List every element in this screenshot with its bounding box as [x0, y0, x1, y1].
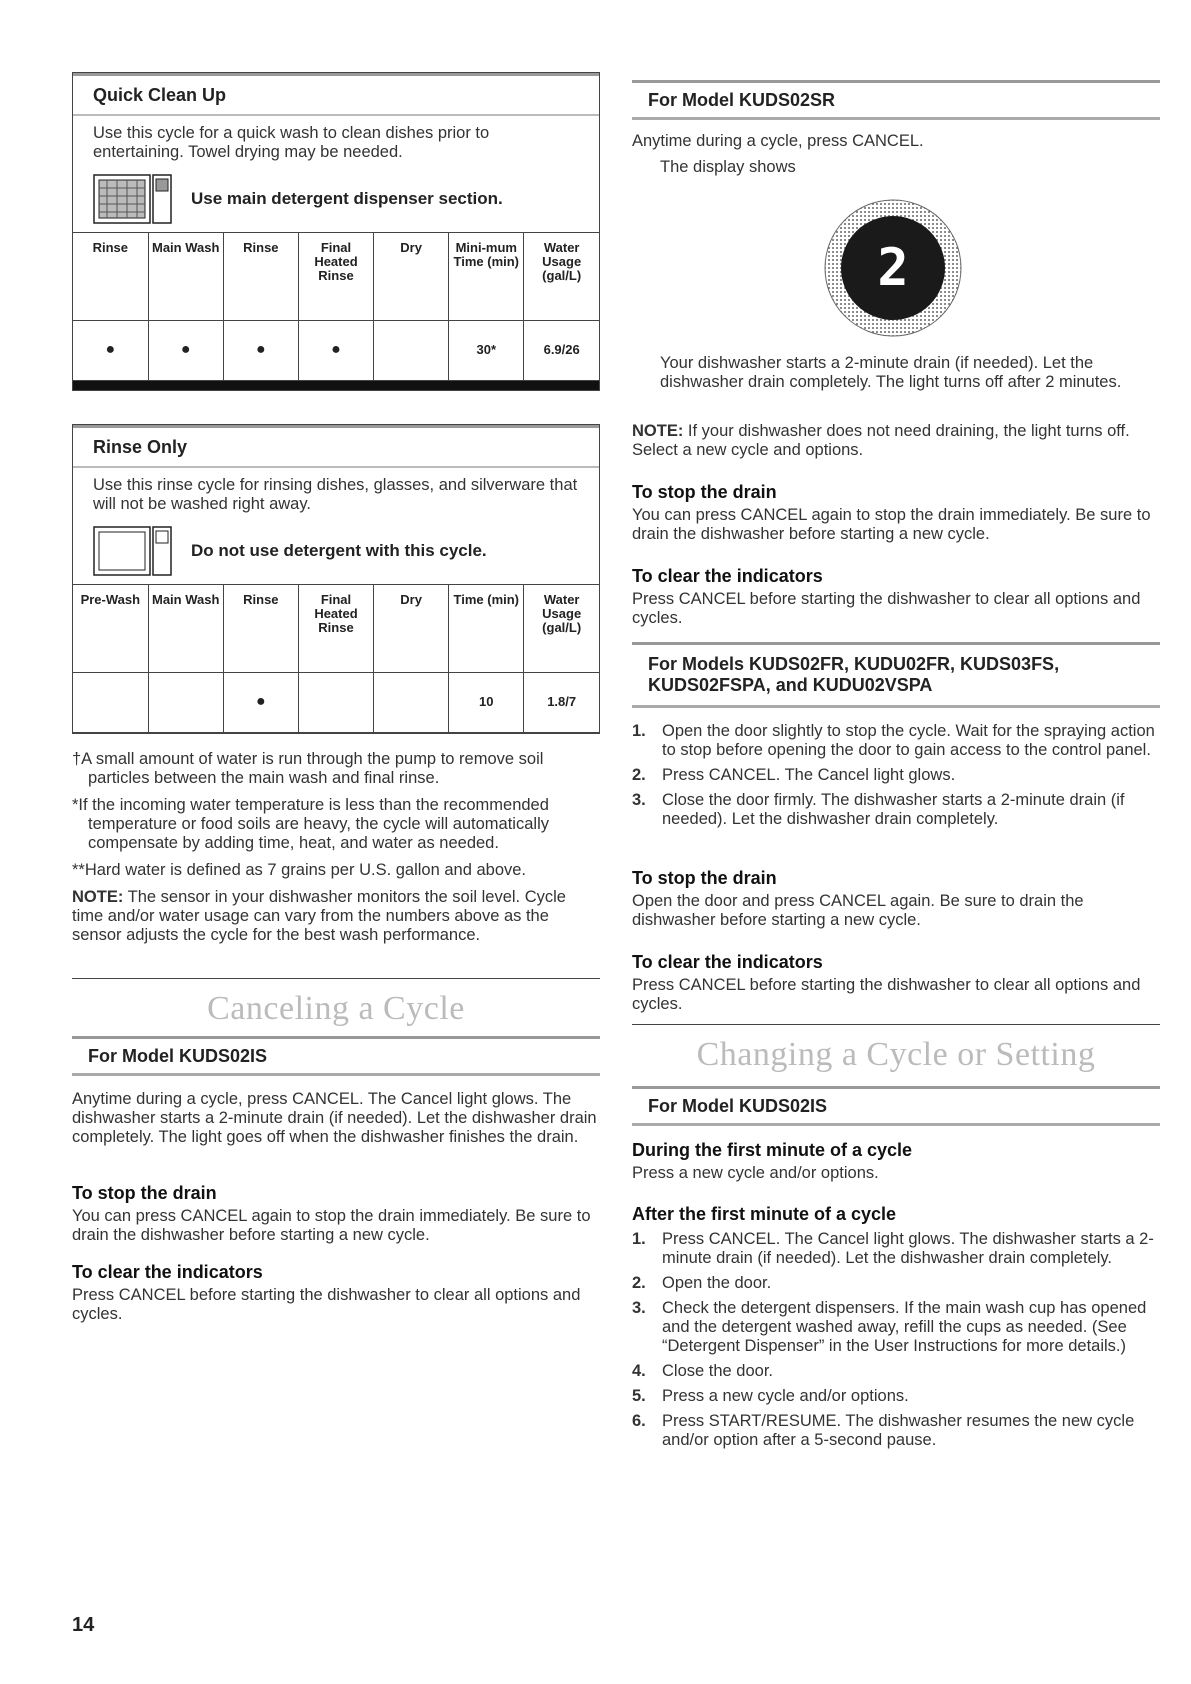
- footnote-note: [72, 888, 600, 945]
- step-text: Close the door firmly. The dishwasher starts a 2-minute drain (if needed). Let the dishwasher drain completely.: [662, 791, 1125, 828]
- table-cell: 6.9/26: [524, 321, 599, 381]
- multi-steps-list: [632, 722, 1160, 835]
- table-cell: ●: [223, 673, 298, 733]
- step-text: Open the door slightly to stop the cycle. Wait for the spraying action to stop before opening the door to gain access to the control panel.: [662, 722, 1155, 759]
- step-text: Close the door.: [662, 1362, 773, 1380]
- quick-clean-table: [73, 232, 599, 381]
- kuds02sr-stop-text: You can press CANCEL again to stop the drain immediately. Be sure to drain the dishwasher before starting a new cycle.: [632, 506, 1151, 543]
- table-cell: [374, 673, 449, 733]
- table-cell: 30*: [449, 321, 524, 381]
- quick-clean-box: [72, 72, 600, 391]
- display-digit: 2: [877, 238, 909, 298]
- step-text: Check the detergent dispensers. If the main wash cup has opened and the detergent washed away, refill the cups as needed. (See “Detergent Dispenser” in the User Instructions for more details.): [662, 1299, 1147, 1355]
- note-label: NOTE:: [632, 422, 684, 440]
- rinse-only-description: Use this rinse cycle for rinsing dishes, glasses, and silverware that will not be washed right away.: [93, 476, 578, 513]
- table-header: Pre-Wash: [73, 585, 148, 673]
- first-minute-text: Press a new cycle and/or options.: [632, 1164, 879, 1182]
- table-cell: [73, 673, 148, 733]
- detergent-dispenser-full-icon: [93, 174, 173, 224]
- list-item: [632, 1387, 1160, 1406]
- section-divider: [72, 978, 600, 979]
- list-item: [632, 791, 1160, 829]
- table-cell: 10: [449, 673, 524, 733]
- footnotes: [72, 750, 600, 953]
- canceling-section-title: Canceling a Cycle: [207, 990, 465, 1027]
- step-number: 3.: [632, 1299, 646, 1317]
- step-number: 5.: [632, 1387, 646, 1405]
- multi-clear-text: Press CANCEL before starting the dishwasher to clear all options and cycles.: [632, 976, 1141, 1013]
- table-header: Main Wash: [148, 585, 223, 673]
- step-number: 2.: [632, 1274, 646, 1292]
- changing-steps-list: [632, 1230, 1160, 1456]
- note-text: The sensor in your dishwasher monitors the soil level. Cycle time and/or water usage can vary from the numbers above as the sensor adjusts the cycle for the best wash performance.: [72, 888, 566, 944]
- footnote-double-star: **Hard water is defined as 7 grains per U.S. gallon and above.: [72, 861, 527, 879]
- list-item: [632, 1299, 1160, 1356]
- step-text: Press CANCEL. The Cancel light glows. The dishwasher starts a 2-minute drain (if needed). Let the dishwasher drain completely.: [662, 1230, 1154, 1267]
- table-cell: ●: [223, 321, 298, 381]
- list-item: [632, 1230, 1160, 1268]
- quick-clean-description: Use this cycle for a quick wash to clean dishes prior to entertaining. Towel drying may be needed.: [93, 124, 490, 161]
- list-item: [632, 1274, 1160, 1293]
- changing-section-title: Changing a Cycle or Setting: [696, 1036, 1096, 1073]
- table-cell: [298, 673, 373, 733]
- kuds02sr-note: [632, 422, 1160, 460]
- table-cell: ●: [298, 321, 373, 381]
- table-header: Rinse: [223, 585, 298, 673]
- footnote-star: *If the incoming water temperature is less than the recommended temperature or food soils are heavy, the cycle will automatically compensate by adding time, heat, and water as needed.: [72, 796, 549, 852]
- table-header: Final Heated Rinse: [298, 233, 373, 321]
- step-number: 4.: [632, 1362, 646, 1380]
- step-number: 3.: [632, 791, 646, 809]
- rinse-only-box: [72, 424, 600, 734]
- table-header: Rinse: [223, 233, 298, 321]
- multi-stop-text: Open the door and press CANCEL again. Be sure to drain the dishwasher before starting a new cycle.: [632, 892, 1084, 929]
- section-divider: [632, 1024, 1160, 1025]
- detergent-dispenser-empty-icon: [93, 526, 173, 576]
- kuds02is-clear-text: Press CANCEL before starting the dishwasher to clear all options and cycles.: [72, 1286, 581, 1323]
- step-text: Press a new cycle and/or options.: [662, 1387, 909, 1405]
- table-cell: ●: [73, 321, 148, 381]
- kuds02sr-after-display: Your dishwasher starts a 2-minute drain (if needed). Let the dishwasher drain completely. The light turns off after 2 minutes.: [660, 354, 1122, 391]
- note-label: NOTE:: [72, 888, 124, 906]
- rinse-only-table: [73, 584, 599, 733]
- kuds02sr-line2: The display shows: [660, 158, 796, 176]
- footnote-dagger: †A small amount of water is run through the pump to remove soil particles between the main wash and final rinse.: [72, 750, 544, 787]
- kuds02is-cancel-text: Anytime during a cycle, press CANCEL. The Cancel light glows. The dishwasher starts a 2-minute drain (if needed). Let the dishwasher drain completely. The light goes off when the dishwasher finishes the drain.: [72, 1090, 597, 1146]
- kuds02sr-stop-title: To stop the drain: [632, 482, 777, 502]
- multi-model-line2: KUDS02FSPA, and KUDU02VSPA: [648, 675, 933, 695]
- note-text: If your dishwasher does not need draining, the light turns off. Select a new cycle and options.: [632, 422, 1130, 459]
- multi-model-line1: For Models KUDS02FR, KUDU02FR, KUDS03FS,: [648, 654, 1060, 674]
- step-number: 1.: [632, 1230, 646, 1248]
- kuds02is-clear-title: To clear the indicators: [72, 1262, 263, 1282]
- table-header: Rinse: [73, 233, 148, 321]
- display-icon: [823, 198, 963, 338]
- table-header: Water Usage (gal/L): [524, 233, 599, 321]
- rinse-only-title: Rinse Only: [73, 425, 599, 468]
- table-header: Final Heated Rinse: [298, 585, 373, 673]
- table-header: Time (min): [449, 585, 524, 673]
- model-bar-changing-kuds02is: For Model KUDS02IS: [632, 1086, 1160, 1126]
- list-item: [632, 1362, 1160, 1381]
- model-bar-kuds02sr: For Model KUDS02SR: [632, 80, 1160, 120]
- kuds02sr-line1: Anytime during a cycle, press CANCEL.: [632, 132, 924, 150]
- table-cell: ●: [148, 321, 223, 381]
- quick-clean-detergent-note: Use main detergent dispenser section.: [191, 189, 503, 208]
- step-number: 2.: [632, 766, 646, 784]
- step-text: Press CANCEL. The Cancel light glows.: [662, 766, 956, 784]
- step-number: 1.: [632, 722, 646, 740]
- kuds02is-stop-title: To stop the drain: [72, 1183, 217, 1203]
- table-cell: [148, 673, 223, 733]
- table-header: Dry: [374, 585, 449, 673]
- rinse-only-detergent-row: [93, 526, 599, 576]
- page-number: 14: [72, 1614, 95, 1636]
- table-cell: 1.8/7: [524, 673, 599, 733]
- model-bar-kuds02is: For Model KUDS02IS: [72, 1036, 600, 1076]
- quick-clean-title: Quick Clean Up: [73, 73, 599, 116]
- table-cell: [374, 321, 449, 381]
- kuds02is-stop-text: You can press CANCEL again to stop the drain immediately. Be sure to drain the dishwasher before starting a new cycle.: [72, 1207, 591, 1244]
- table-header: Mini-mum Time (min): [449, 233, 524, 321]
- kuds02sr-clear-title: To clear the indicators: [632, 566, 823, 586]
- table-header: Dry: [374, 233, 449, 321]
- list-item: [632, 766, 1160, 785]
- list-item: [632, 1412, 1160, 1450]
- box-bottom-bar: [73, 381, 599, 390]
- model-bar-multi: [632, 642, 1160, 708]
- table-header: Main Wash: [148, 233, 223, 321]
- multi-stop-title: To stop the drain: [632, 868, 777, 888]
- kuds02sr-clear-text: Press CANCEL before starting the dishwasher to clear all options and cycles.: [632, 590, 1141, 627]
- table-header: Water Usage (gal/L): [524, 585, 599, 673]
- step-text: Press START/RESUME. The dishwasher resumes the new cycle and/or option after a 5-second pause.: [662, 1412, 1135, 1449]
- after-first-minute-title: After the first minute of a cycle: [632, 1204, 897, 1224]
- first-minute-title: During the first minute of a cycle: [632, 1140, 913, 1160]
- list-item: [632, 722, 1160, 760]
- multi-clear-title: To clear the indicators: [632, 952, 823, 972]
- rinse-only-detergent-note: Do not use detergent with this cycle.: [191, 541, 487, 560]
- step-text: Open the door.: [662, 1274, 772, 1292]
- step-number: 6.: [632, 1412, 646, 1430]
- quick-clean-detergent-row: [93, 174, 599, 224]
